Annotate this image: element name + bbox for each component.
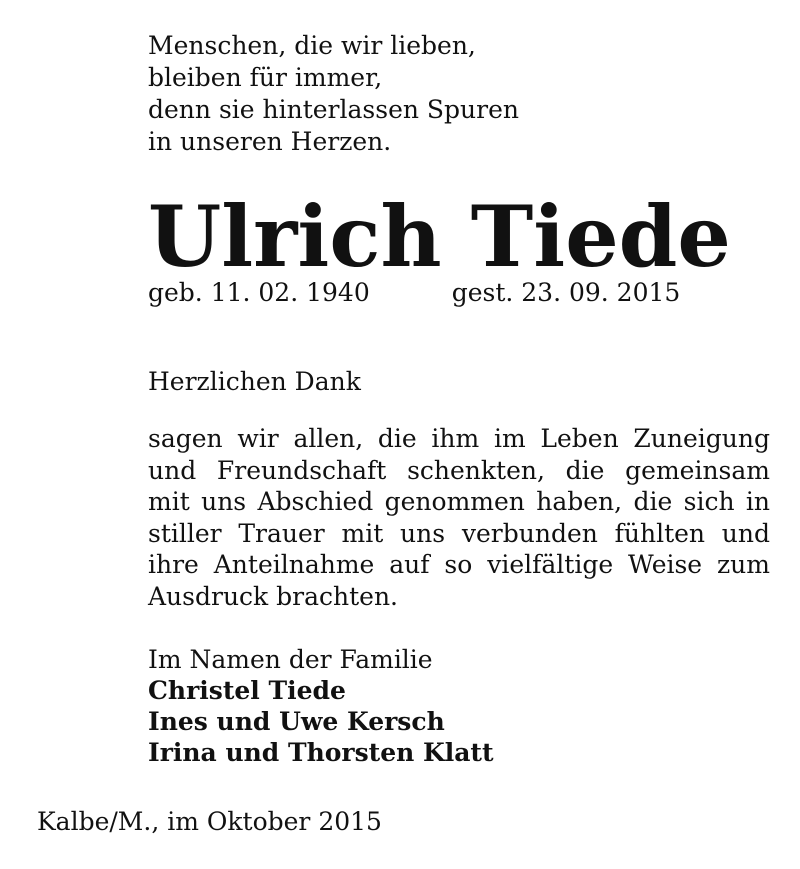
family-member: Christel Tiede — [148, 676, 346, 705]
memorial-poem — [148, 30, 770, 158]
thanks-heading: Herzlichen Dank — [148, 367, 361, 396]
notice-content — [148, 30, 770, 768]
life-dates — [148, 276, 770, 310]
thanks-line: sagen wir allen, die ihm im Leben Zuneigung — [148, 424, 770, 453]
poem-line: bleiben für immer, — [148, 63, 383, 92]
place-and-date: Kalbe/M., im Oktober 2015 — [37, 807, 382, 836]
family-signature — [148, 644, 770, 768]
family-member: Ines und Uwe Kersch — [148, 707, 445, 736]
thanks-line: ihre Anteilnahme auf so vielfältige Weise zum — [148, 550, 770, 579]
poem-line: denn sie hinterlassen Spuren — [148, 95, 519, 124]
deceased-name: Ulrich Tiede — [148, 187, 731, 286]
thanks-line: mit uns Abschied genommen haben, die sich in — [148, 487, 770, 516]
thanks-line: stiller Trauer mit uns verbunden fühlten und — [148, 518, 770, 548]
thanks-line: und Freundschaft schenkten, die gemeinsam — [148, 455, 770, 485]
thanks-line: Ausdruck brachten. — [148, 581, 398, 611]
family-intro: Im Namen der Familie — [148, 645, 433, 674]
poem-line: in unseren Herzen. — [148, 127, 392, 156]
thanks-text — [148, 423, 770, 612]
family-member: Irina und Thorsten Klatt — [148, 738, 494, 767]
birth-date: geb. 11. 02. 1940 — [148, 278, 370, 307]
death-date: gest. 23. 09. 2015 — [451, 278, 681, 307]
poem-line: Menschen, die wir lieben, — [148, 31, 476, 60]
